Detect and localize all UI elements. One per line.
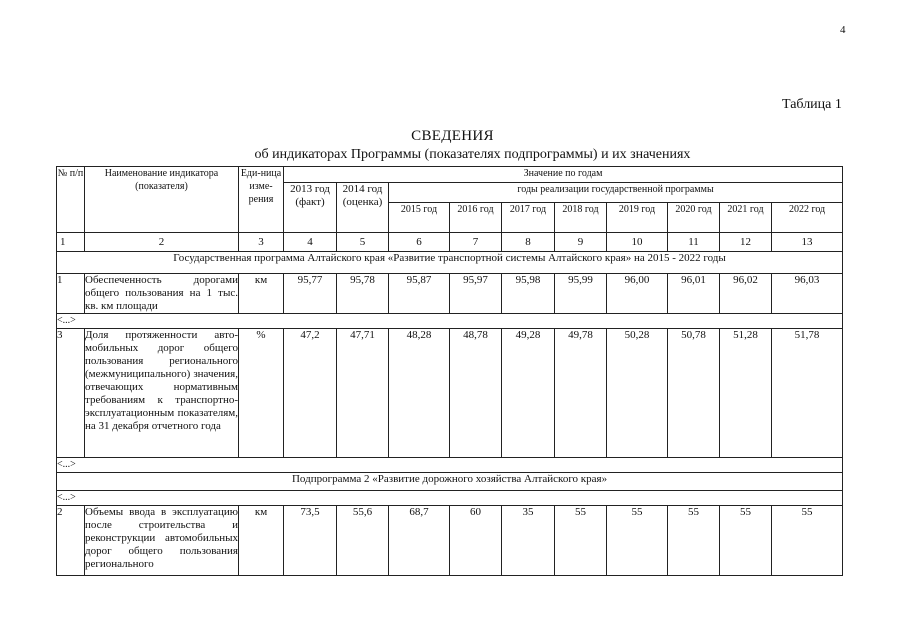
- value-cell: 95,87: [389, 274, 450, 314]
- column-number: 13: [772, 233, 843, 252]
- header-row: [57, 167, 843, 183]
- page-number: 4: [840, 24, 846, 36]
- value-cell: 96,01: [668, 274, 720, 314]
- row-number: 1: [57, 274, 85, 314]
- column-number: 7: [450, 233, 502, 252]
- row-number: 2: [57, 506, 85, 576]
- column-number: 11: [668, 233, 720, 252]
- value-cell: 60: [450, 506, 502, 576]
- document-title: СВЕДЕНИЯ: [411, 128, 494, 144]
- ellipsis-row: [57, 314, 843, 329]
- indicator-name: Объемы ввода в эксплуатацию после строительства и реконструкции автомобильных дорог общего пользования регионального: [85, 506, 239, 576]
- subprogram-title: Подпрограмма 2 «Развитие дорожного хозяйства Алтайского края»: [57, 473, 843, 491]
- header-year: 2022 год: [772, 203, 843, 233]
- indicator-name: Доля протяженности автомобильных дорог общего пользования регионального (межмуниципального) значения, отвечающих нормативным требованиям к транспортно-эксплуатационным показателям, на 31 декабря отчетного года: [85, 329, 239, 458]
- omitted-rows-marker: <...>: [57, 314, 843, 329]
- column-number: 2: [85, 233, 239, 252]
- value-cell: 55: [720, 506, 772, 576]
- header-name: Наименование индикатора (показателя): [85, 167, 239, 233]
- indicator-name: Обеспеченность дорогами общего пользования на 1 тыс. кв. км площади: [85, 274, 238, 312]
- value-cell: 55: [772, 506, 843, 576]
- table-row: [57, 329, 843, 458]
- value-cell: 96,00: [607, 274, 668, 314]
- header-year: 2015 год: [389, 203, 450, 233]
- value-cell: 95,98: [502, 274, 555, 314]
- header-2014: 2014 год (оценка): [337, 183, 389, 233]
- table-row: [57, 274, 843, 314]
- value-cell: 35: [502, 506, 555, 576]
- row-number: 3: [57, 329, 85, 458]
- value-cell: 95,77: [284, 274, 337, 314]
- omitted-rows-marker: <...>: [57, 491, 843, 506]
- program-title: Государственная программа Алтайского края «Развитие транспортной системы Алтайского края» на 2015 - 2022 годы: [57, 252, 843, 274]
- value-cell: 73,5: [284, 506, 337, 576]
- value-cell: 49,28: [502, 329, 555, 458]
- indicators-table: [56, 166, 843, 576]
- omitted-rows-marker: <...>: [57, 458, 843, 473]
- header-year: 2018 год: [555, 203, 607, 233]
- header-implementation-years: годы реализации государственной программы: [389, 183, 843, 203]
- header-values-by-year: Значение по годам: [284, 167, 843, 183]
- column-number: 5: [337, 233, 389, 252]
- value-cell: 55: [607, 506, 668, 576]
- indicator-unit: км: [239, 274, 284, 314]
- header-year: 2016 год: [450, 203, 502, 233]
- value-cell: 51,28: [720, 329, 772, 458]
- column-number: 1: [57, 233, 85, 252]
- value-cell: 48,28: [389, 329, 450, 458]
- table-label: Таблица 1: [782, 97, 842, 112]
- column-number: 3: [239, 233, 284, 252]
- ellipsis-row: [57, 491, 843, 506]
- column-number: 8: [502, 233, 555, 252]
- value-cell: 51,78: [772, 329, 843, 458]
- column-numbers-row: [57, 233, 843, 252]
- indicator-unit: км: [239, 506, 284, 576]
- column-number: 10: [607, 233, 668, 252]
- document-subtitle: об индикаторах Программы (показателях подпрограммы) и их значениях: [254, 147, 691, 162]
- table-row: [57, 506, 843, 576]
- value-cell: 95,78: [337, 274, 389, 314]
- subprogram-title-row: [57, 473, 843, 491]
- value-cell: 55,6: [337, 506, 389, 576]
- value-cell: 95,97: [450, 274, 502, 314]
- header-no: № п/п: [57, 167, 85, 233]
- header-year: 2020 год: [668, 203, 720, 233]
- value-cell: 96,03: [772, 274, 843, 314]
- value-cell: 48,78: [450, 329, 502, 458]
- column-number: 12: [720, 233, 772, 252]
- column-number: 4: [284, 233, 337, 252]
- value-cell: 49,78: [555, 329, 607, 458]
- value-cell: 47,2: [284, 329, 337, 458]
- header-year: 2021 год: [720, 203, 772, 233]
- value-cell: 68,7: [389, 506, 450, 576]
- value-cell: 96,02: [720, 274, 772, 314]
- header-year: 2017 год: [502, 203, 555, 233]
- column-number: 6: [389, 233, 450, 252]
- value-cell: 50,28: [607, 329, 668, 458]
- value-cell: 55: [668, 506, 720, 576]
- indicator-unit: %: [239, 329, 284, 458]
- header-2013: 2013 год (факт): [284, 183, 337, 233]
- value-cell: 50,78: [668, 329, 720, 458]
- header-unit: Еди-ница изме-рения: [239, 167, 284, 233]
- ellipsis-row: [57, 458, 843, 473]
- program-title-row: [57, 252, 843, 274]
- value-cell: 55: [555, 506, 607, 576]
- value-cell: 95,99: [555, 274, 607, 314]
- header-year: 2019 год: [607, 203, 668, 233]
- column-number: 9: [555, 233, 607, 252]
- value-cell: 47,71: [337, 329, 389, 458]
